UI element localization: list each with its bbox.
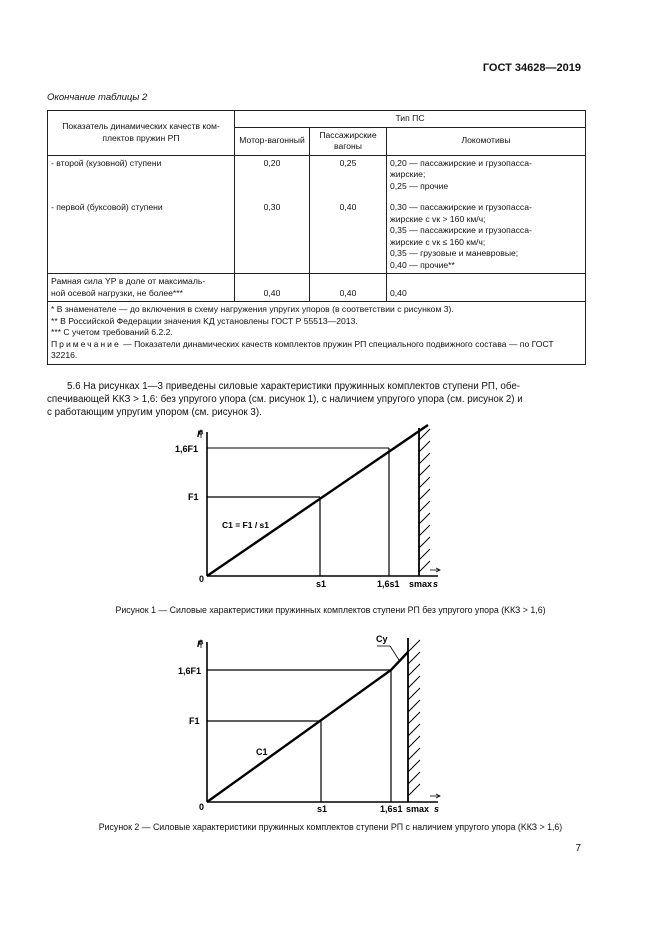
figure-2-diagram <box>0 630 661 820</box>
label-smax: smax <box>406 804 430 814</box>
x-axis-label: s <box>433 579 439 589</box>
table-row <box>48 155 586 194</box>
dynamics-table <box>47 110 586 365</box>
y-axis-label: F <box>197 429 203 440</box>
wall-hatching <box>419 429 430 572</box>
label-f1: F1 <box>188 492 199 502</box>
col-header-motor: Мотор-вагонный <box>235 127 310 155</box>
cell-value: 0,20 — пассажирские и грузопасса- жирские; 0,25 — прочие <box>387 155 586 194</box>
col-header-passenger: Пассажирские вагоны <box>310 127 387 155</box>
table-row <box>48 194 586 274</box>
label-origin: 0 <box>199 802 205 812</box>
wall-hatching <box>408 640 420 796</box>
figure-2-caption: Рисунок 2 — Силовые характеристики пружинных комплектов ступени РП с наличием упругого упора (KКЗ > 1,6) <box>98 822 563 832</box>
cell-value: 0,40 <box>387 274 586 302</box>
label-origin: 0 <box>199 574 205 584</box>
label-s1: s1 <box>316 579 327 589</box>
cy-label: Cy <box>376 634 388 644</box>
cell-value: 0,40 <box>310 194 387 274</box>
label-1-6f1: 1,6F1 <box>175 444 199 454</box>
row-label: - второй (кузовной) ступени <box>48 155 235 194</box>
cell-value: 0,30 <box>235 194 310 274</box>
table-note: Примечание — Показатели динамических качеств комплектов пружин РП специального подвижного состава — по ГОСТ 32216. <box>51 338 554 360</box>
cell-value: 0,40 <box>235 274 310 302</box>
footnote-2: ** В Российской Федерации значения KД установлены ГОСТ Р 55513—2013. <box>51 315 358 326</box>
y-axis-label: F <box>197 639 203 650</box>
col-header-indicator: Показатель динамических качеств ком-плектов пружин РП <box>48 111 235 156</box>
x-axis-label: s <box>434 804 440 814</box>
table-caption: Окончание таблицы 2 <box>47 92 148 103</box>
stiffness-formula: C1 = F1 / s1 <box>222 520 270 530</box>
label-smax: smax <box>409 579 433 589</box>
figure-1-caption: Рисунок 1 — Силовые характеристики пружинных комплектов ступени РП без упругого упора (KКЗ > 1,6) <box>115 605 546 615</box>
label-s1: s1 <box>317 804 328 814</box>
footnote-1: * В знаменателе — до включения в схему нагружения упругих упоров (в соответствии с рисунком 3). <box>51 304 454 314</box>
characteristic-line <box>207 652 408 802</box>
cell-value: 0,25 <box>310 155 387 194</box>
c1-label: C1 <box>256 747 268 757</box>
table-footnotes <box>48 302 586 365</box>
label-1-6s1: 1,6s1 <box>380 804 403 814</box>
document-code: ГОСТ 34628—2019 <box>482 62 581 74</box>
page-number: 7 <box>575 843 581 854</box>
label-1-6f1: 1,6F1 <box>178 666 202 676</box>
col-header-locomotive: Локомотивы <box>387 127 586 155</box>
footnote-3: *** С учетом требований 6.2.2. <box>51 327 173 337</box>
label-1-6s1: 1,6s1 <box>377 579 400 589</box>
figure-1-diagram <box>0 420 661 620</box>
cell-value: 0,40 <box>310 274 387 302</box>
cell-value: 0,30 — пассажирские и грузопасса- жирские с vк > 160 км/ч; 0,35 — пассажирские и грузопасса- жирские с vк ≤ 160 км/ч; 0,35 — грузовые и маневровые; 0,40 — прочие** <box>387 194 586 274</box>
table-row <box>48 274 586 302</box>
label-f1: F1 <box>189 716 200 726</box>
section-paragraph: 5.6 На рисунках 1—3 приведены силовые характеристики пружинных комплектов ступени РП, обе- спечивающей KКЗ > 1,6: без упругого упора (см. рисунок 1), с наличием упругого упора (см. рисунок 2) и с работающим упругим упором (см. рисунок 3). <box>47 381 523 418</box>
cell-value: 0,20 <box>235 155 310 194</box>
group-header-ps-type: Тип ПС <box>235 111 586 128</box>
row-label: Рамная сила YР в доле от максималь- ной осевой нагрузки, не более*** <box>48 274 235 302</box>
row-label: - первой (буксовой) ступени <box>48 194 235 274</box>
